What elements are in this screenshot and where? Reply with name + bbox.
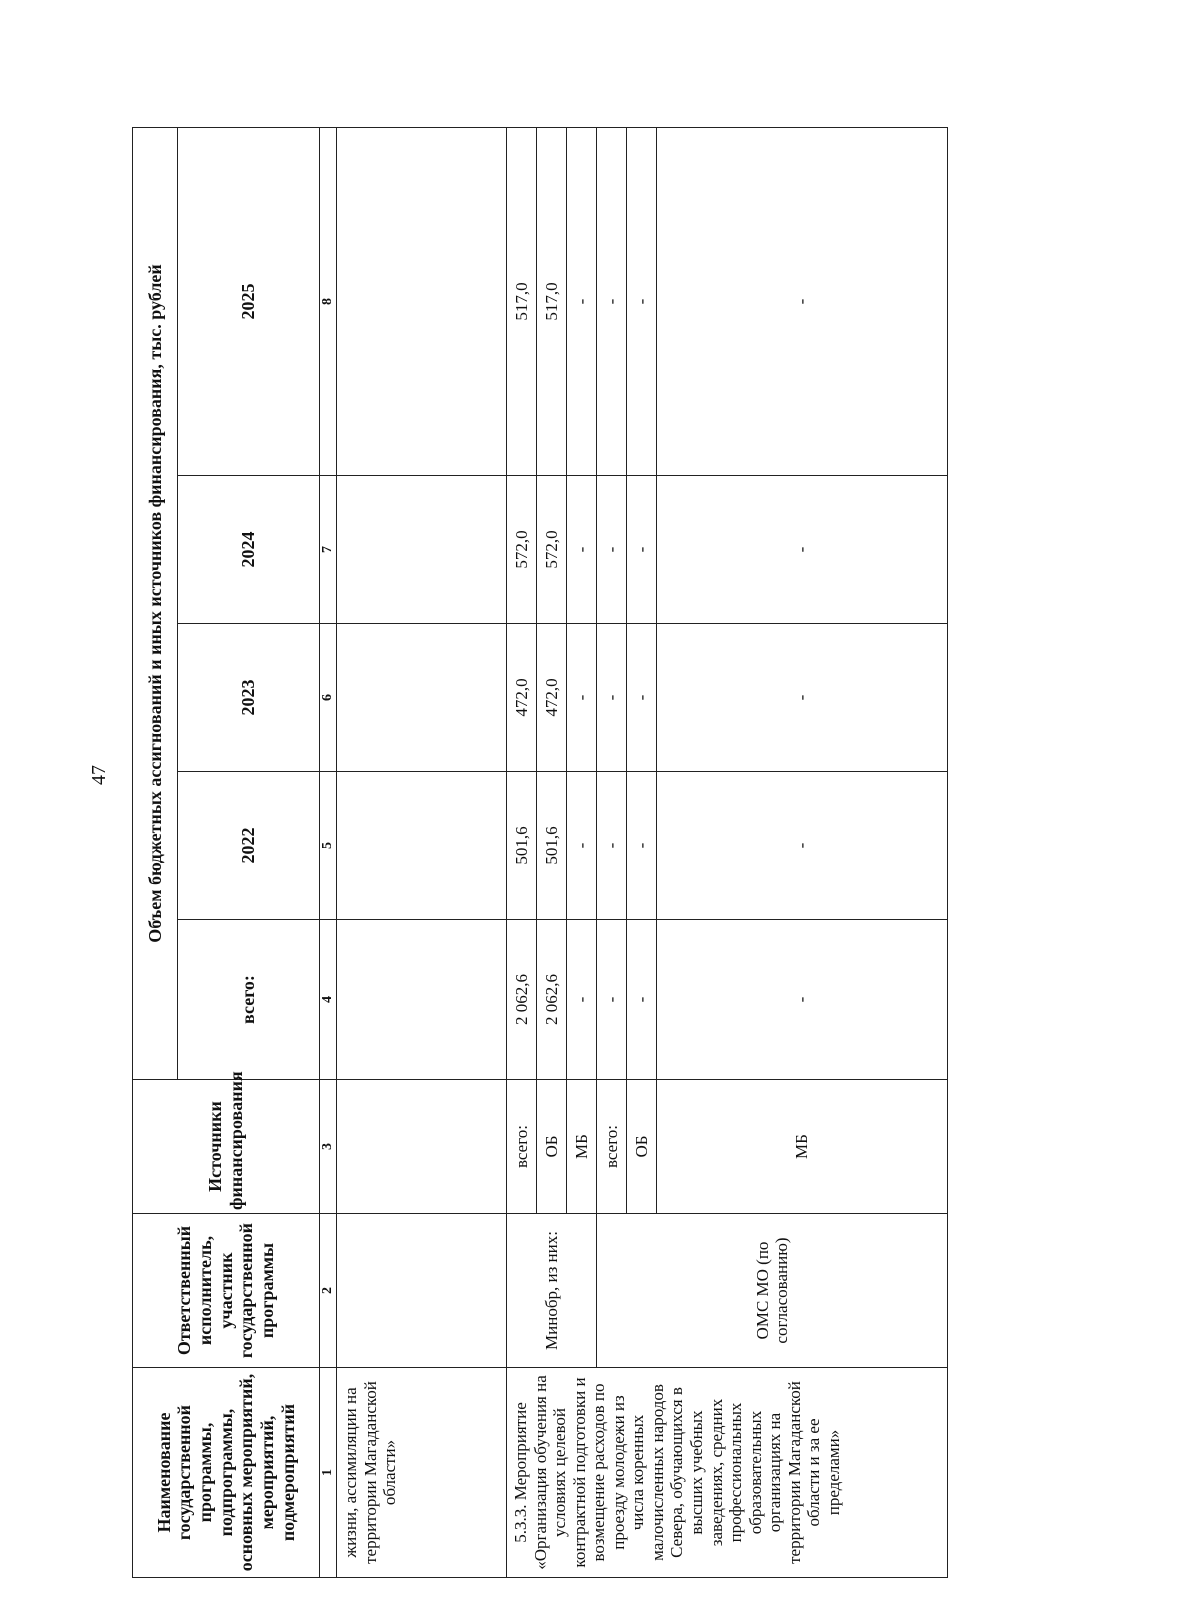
value-2024: 572,0 <box>537 476 567 624</box>
continuation-row <box>337 127 507 1577</box>
empty-cell <box>337 1080 507 1214</box>
header-budget-volume: Объем бюджетных ассигнований и иных источников финансирования, тыс. рублей <box>133 127 178 1079</box>
value-2025: - <box>567 127 597 475</box>
source: ОБ <box>537 1080 567 1214</box>
header-executor: Ответственный исполнитель, участник государственной программы <box>133 1214 320 1368</box>
value-total: - <box>567 920 597 1080</box>
column-number: 6 <box>320 624 337 772</box>
value-total: - <box>597 920 627 1080</box>
column-number: 5 <box>320 772 337 920</box>
value-2025: 517,0 <box>507 127 537 475</box>
value-2025: - <box>597 127 627 475</box>
column-number: 2 <box>320 1214 337 1368</box>
rotated-table-container <box>132 128 942 1578</box>
header-row-1 <box>133 127 178 1577</box>
page-number: 47 <box>88 765 110 785</box>
column-number: 7 <box>320 476 337 624</box>
value-2024: - <box>567 476 597 624</box>
value-2022: - <box>567 772 597 920</box>
value-2022: - <box>597 772 627 920</box>
value-total: - <box>657 920 948 1080</box>
value-2023: 472,0 <box>507 624 537 772</box>
column-number: 3 <box>320 1080 337 1214</box>
value-2023: 472,0 <box>537 624 567 772</box>
empty-cell <box>337 772 507 920</box>
value-total: 2 062,6 <box>507 920 537 1080</box>
value-2024: - <box>597 476 627 624</box>
header-2024: 2024 <box>178 476 320 624</box>
value-total: - <box>627 920 657 1080</box>
value-2025: - <box>657 127 948 475</box>
source: МБ <box>567 1080 597 1214</box>
column-numbers-row <box>320 127 337 1577</box>
value-2022: - <box>657 772 948 920</box>
value-2022: 501,6 <box>507 772 537 920</box>
value-total: 2 062,6 <box>537 920 567 1080</box>
header-name: Наименование государственной программы, подпрограммы, основных мероприятий, мероприятий, подмероприятий <box>133 1368 320 1578</box>
measure-name: 5.3.3. Мероприятие «Организация обучения на условиях целевой контрактной подготовки и возмещение расходов по проезду молодежи из числа коренных малочисленных народов Севера, обучающихся в высших учебных заведениях, средних профессиональных образовательных организациях на территории Магаданской области и за ее пределами» <box>507 1368 948 1578</box>
value-2023: - <box>567 624 597 772</box>
value-2022: 501,6 <box>537 772 567 920</box>
empty-cell <box>337 920 507 1080</box>
table-row <box>507 127 537 1577</box>
value-2024: - <box>657 476 948 624</box>
value-2023: - <box>597 624 627 772</box>
value-2022: - <box>627 772 657 920</box>
value-2025: - <box>627 127 657 475</box>
value-2025: 517,0 <box>537 127 567 475</box>
column-number: 1 <box>320 1368 337 1578</box>
executor-minobr: Минобр, из них: <box>507 1214 597 1368</box>
value-2024: 572,0 <box>507 476 537 624</box>
header-2023: 2023 <box>178 624 320 772</box>
empty-cell <box>337 624 507 772</box>
header-total: всего: <box>178 920 320 1080</box>
header-2022: 2022 <box>178 772 320 920</box>
column-number: 8 <box>320 127 337 475</box>
empty-cell <box>337 476 507 624</box>
table-row <box>597 127 627 1577</box>
empty-cell <box>337 1214 507 1368</box>
continuation-text: жизни, ассимиляции на территории Магаданской области» <box>337 1368 507 1578</box>
source: МБ <box>657 1080 948 1214</box>
header-2025: 2025 <box>178 127 320 475</box>
column-number: 4 <box>320 920 337 1080</box>
source: ОБ <box>627 1080 657 1214</box>
executor-oms: ОМС МО (по согласованию) <box>597 1214 948 1368</box>
value-2023: - <box>657 624 948 772</box>
value-2024: - <box>627 476 657 624</box>
source: всего: <box>507 1080 537 1214</box>
empty-cell <box>337 127 507 475</box>
header-sources: Источники финансирования <box>133 1080 320 1214</box>
source: всего: <box>597 1080 627 1214</box>
financing-table <box>132 127 948 1578</box>
value-2023: - <box>627 624 657 772</box>
